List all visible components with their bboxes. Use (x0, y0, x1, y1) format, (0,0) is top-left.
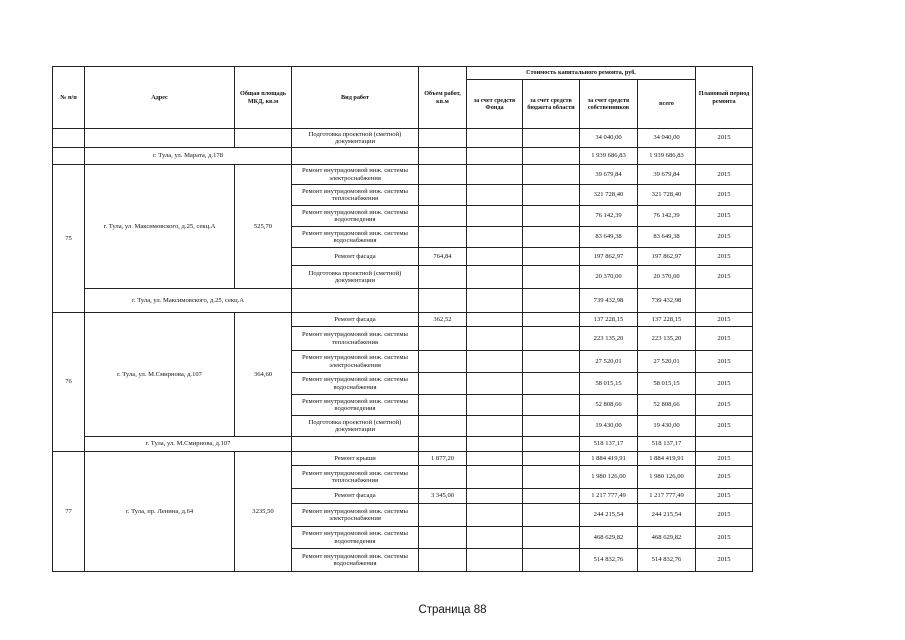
header-cost-group: Стоимость капитального ремонта, руб. (467, 67, 696, 80)
work-cell: Ремонт внутридомовой инж. системы водоснабжения (292, 227, 419, 248)
owners-cell: 1 939 686,83 (580, 148, 638, 165)
work-cell: Ремонт внутридомовой инж. системы теплоснабжения (292, 327, 419, 351)
owners-cell: 1 884 419,91 (580, 452, 638, 466)
work-cell: Ремонт внутридомовой инж. системы водоснабжения (292, 549, 419, 572)
header-budget: за счет средств бюджета области (523, 80, 580, 129)
header-address: Адрес (85, 67, 235, 129)
group-address: г. Тула, ул. Максимовского, д.25, секц.А (85, 165, 235, 289)
total-cell: 39 679,84 (638, 165, 696, 185)
header-owners: за счет средств собственников (580, 80, 638, 129)
owners-cell: 739 432,98 (580, 289, 638, 313)
work-cell: Ремонт внутридомовой инж. системы электроснабжения (292, 504, 419, 527)
header-total: всего (638, 80, 696, 129)
total-cell: 34 040,00 (638, 129, 696, 148)
work-cell: Ремонт внутридомовой инж. системы электроснабжения (292, 351, 419, 373)
work-cell: Ремонт фасада (292, 489, 419, 504)
work-cell: Ремонт внутридомовой инж. системы теплоснабжения (292, 185, 419, 206)
period-cell: 2015 (696, 452, 753, 466)
header-period: Плановый период ремонта (696, 67, 753, 129)
period-cell: 2015 (696, 549, 753, 572)
work-cell: Подготовка проектной (сметной) документации (292, 266, 419, 289)
owners-cell: 76 142,39 (580, 206, 638, 227)
period-cell: 2015 (696, 327, 753, 351)
volume-cell: 3 345,00 (419, 489, 467, 504)
group-area: 3235,50 (235, 452, 292, 572)
header-area: Общая площадь МКД, кв.м (235, 67, 292, 129)
owners-cell: 20 370,00 (580, 266, 638, 289)
subtotal-row (53, 289, 753, 313)
subtotal-row (53, 437, 753, 452)
total-cell: 137 228,15 (638, 313, 696, 327)
period-cell: 2015 (696, 165, 753, 185)
total-cell: 518 137,17 (638, 437, 696, 452)
period-cell: 2015 (696, 416, 753, 437)
owners-cell: 223 135,20 (580, 327, 638, 351)
period-cell: 2015 (696, 489, 753, 504)
total-cell: 1 217 777,49 (638, 489, 696, 504)
total-cell: 27 520,01 (638, 351, 696, 373)
period-cell: 2015 (696, 527, 753, 549)
period-cell: 2015 (696, 206, 753, 227)
volume-cell: 1 877,20 (419, 452, 467, 466)
volume-cell: 362,52 (419, 313, 467, 327)
total-cell: 468 629,82 (638, 527, 696, 549)
period-cell: 2015 (696, 373, 753, 395)
work-cell: Ремонт фасада (292, 313, 419, 327)
work-cell: Подготовка проектной (сметной) документации (292, 416, 419, 437)
owners-cell: 468 629,82 (580, 527, 638, 549)
work-cell: Ремонт внутридомовой инж. системы водоснабжения (292, 373, 419, 395)
period-cell: 2015 (696, 395, 753, 416)
period-cell: 2015 (696, 185, 753, 206)
total-cell: 19 430,00 (638, 416, 696, 437)
header-volume: Объем работ, кв.м (419, 67, 467, 129)
period-cell: 2015 (696, 248, 753, 266)
period-cell: 2015 (696, 313, 753, 327)
work-cell: Ремонт внутридомовой инж. системы водоотведения (292, 527, 419, 549)
owners-cell: 27 520,01 (580, 351, 638, 373)
period-cell: 2015 (696, 227, 753, 248)
table-row (53, 129, 753, 148)
total-cell: 739 432,98 (638, 289, 696, 313)
work-cell: Ремонт внутридомовой инж. системы теплоснабжения (292, 466, 419, 489)
table-row (53, 313, 753, 327)
total-cell: 197 862,97 (638, 248, 696, 266)
period-cell: 2015 (696, 351, 753, 373)
period-cell: 2015 (696, 129, 753, 148)
work-cell: Ремонт внутридомовой инж. системы водоотведения (292, 206, 419, 227)
owners-cell: 34 040,00 (580, 129, 638, 148)
group-address: г. Тула, пр. Ленина, д.64 (85, 452, 235, 572)
owners-cell: 514 832,76 (580, 549, 638, 572)
total-cell: 1 980 126,00 (638, 466, 696, 489)
total-cell: 244 215,54 (638, 504, 696, 527)
total-cell: 223 135,20 (638, 327, 696, 351)
work-cell: Подготовка проектной (сметной) документации (292, 129, 419, 148)
total-cell: 321 728,40 (638, 185, 696, 206)
group-num: 77 (53, 452, 85, 572)
group-area: 525,70 (235, 165, 292, 289)
owners-cell: 137 228,15 (580, 313, 638, 327)
total-cell: 52 808,66 (638, 395, 696, 416)
owners-cell: 83 649,38 (580, 227, 638, 248)
table-row (53, 452, 753, 466)
period-cell: 2015 (696, 504, 753, 527)
owners-cell: 518 137,17 (580, 437, 638, 452)
owners-cell: 19 430,00 (580, 416, 638, 437)
owners-cell: 244 215,54 (580, 504, 638, 527)
subtotal-row (53, 148, 753, 165)
total-cell: 1 884 419,91 (638, 452, 696, 466)
work-cell: Ремонт фасада (292, 248, 419, 266)
page-footer: Страница 88 (418, 604, 487, 616)
total-cell: 83 649,38 (638, 227, 696, 248)
volume-cell: 764,84 (419, 248, 467, 266)
total-cell: 76 142,39 (638, 206, 696, 227)
group-num: 75 (53, 165, 85, 313)
total-cell: 1 939 686,83 (638, 148, 696, 165)
group-address: г. Тула, ул. М.Смирнова, д.107 (85, 313, 235, 437)
period-cell: 2015 (696, 466, 753, 489)
owners-cell: 39 679,84 (580, 165, 638, 185)
header-work: Вид работ (292, 67, 419, 129)
group-num: 76 (53, 313, 85, 452)
header-num: № п/п (53, 67, 85, 129)
total-cell: 514 832,76 (638, 549, 696, 572)
group-area: 364,60 (235, 313, 292, 437)
total-cell: 58 015,15 (638, 373, 696, 395)
owners-cell: 197 862,97 (580, 248, 638, 266)
subtotal-label: г. Тула, ул. Марата, д.178 (85, 148, 292, 165)
subtotal-label: г. Тула, ул. Максимовского, д.25, секц.А (85, 289, 292, 313)
owners-cell: 52 808,66 (580, 395, 638, 416)
work-cell: Ремонт внутридомовой инж. системы электроснабжения (292, 165, 419, 185)
owners-cell: 58 015,15 (580, 373, 638, 395)
period-cell: 2015 (696, 266, 753, 289)
total-cell: 20 370,00 (638, 266, 696, 289)
work-cell: Ремонт внутридомовой инж. системы водоотведения (292, 395, 419, 416)
work-cell: Ремонт крыши (292, 452, 419, 466)
owners-cell: 1 217 777,49 (580, 489, 638, 504)
owners-cell: 1 980 126,00 (580, 466, 638, 489)
table-row (53, 165, 753, 185)
capital-repair-table (52, 66, 753, 572)
subtotal-label: г. Тула, ул. М.Смирнова, д.107 (85, 437, 292, 452)
owners-cell: 321 728,40 (580, 185, 638, 206)
header-fund: за счет средств Фонда (467, 80, 523, 129)
